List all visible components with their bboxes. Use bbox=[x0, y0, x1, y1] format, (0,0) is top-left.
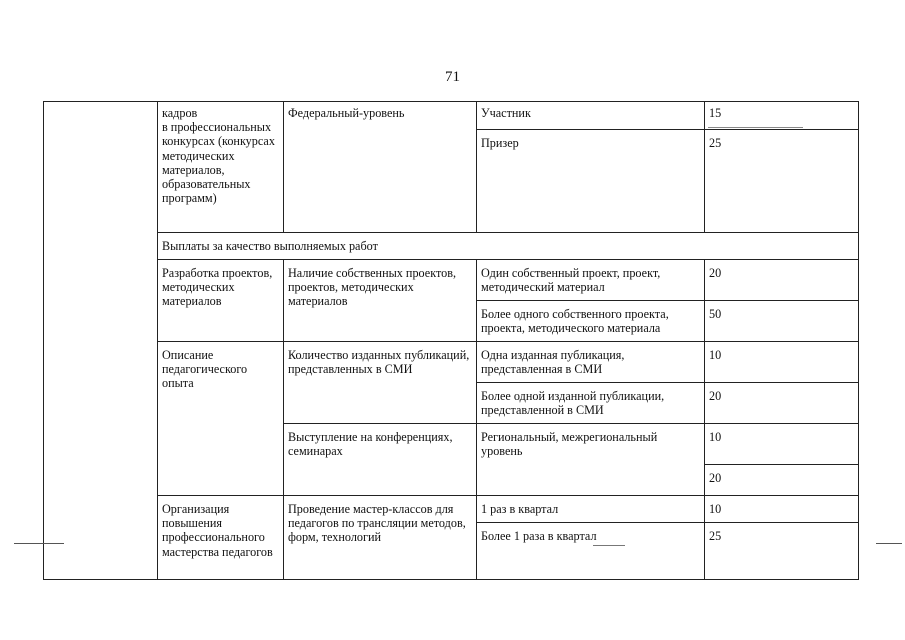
criteria-table bbox=[43, 101, 859, 580]
indicator-cell: Количество изданных публикаций, представленных в СМИ bbox=[284, 342, 477, 424]
points-cell: 20 bbox=[705, 383, 859, 424]
condition-cell: Одна изданная публикация, представленная в СМИ bbox=[477, 342, 705, 383]
points-cell: 10 bbox=[705, 496, 859, 523]
points-cell: 10 bbox=[705, 342, 859, 383]
table-row bbox=[44, 342, 859, 383]
criterion-cell: Разработка проектов, методических материалов bbox=[158, 260, 284, 342]
scan-line-top bbox=[708, 127, 803, 128]
table-row bbox=[44, 102, 859, 130]
indicator-cell: Выступление на конференциях, семинарах bbox=[284, 424, 477, 496]
margin-mark-right bbox=[876, 543, 902, 544]
points-cell: 50 bbox=[705, 301, 859, 342]
section-header-cell: Выплаты за качество выполняемых работ bbox=[158, 233, 859, 260]
points-cell: 25 bbox=[705, 523, 859, 580]
condition-cell: Более одной изданной публикации, представленной в СМИ bbox=[477, 383, 705, 424]
indicator-cell: Федеральный-уровень bbox=[284, 102, 477, 233]
criterion-cell: кадров в профессиональных конкурсах (конкурсах методических материалов, образовательных программ) bbox=[158, 102, 284, 233]
table-row bbox=[44, 260, 859, 301]
margin-mark-left bbox=[14, 543, 64, 544]
condition-cell: Более одного собственного проекта, проекта, методического материала bbox=[477, 301, 705, 342]
condition-cell: Более 1 раза в квартал bbox=[477, 523, 705, 580]
scan-line-inline bbox=[593, 545, 625, 546]
condition-cell: Участник bbox=[477, 102, 705, 130]
points-cell: 20 bbox=[705, 465, 859, 496]
page-number: 71 bbox=[445, 69, 460, 85]
points-cell: 10 bbox=[705, 424, 859, 465]
points-cell: 25 bbox=[705, 130, 859, 233]
points-cell: 20 bbox=[705, 260, 859, 301]
condition-cell: Региональный, межрегиональный уровень bbox=[477, 424, 705, 496]
criterion-cell: Описание педагогического опыта bbox=[158, 342, 284, 496]
condition-cell: Один собственный проект, проект, методический материал bbox=[477, 260, 705, 301]
blank-number-column bbox=[44, 102, 158, 580]
condition-cell: Призер bbox=[477, 130, 705, 233]
points-cell: 15 bbox=[705, 102, 859, 130]
criterion-cell: Организация повышения профессионального мастерства педагогов bbox=[158, 496, 284, 580]
condition-cell: 1 раз в квартал bbox=[477, 496, 705, 523]
indicator-cell: Проведение мастер-классов для педагогов по трансляции методов, форм, технологий bbox=[284, 496, 477, 580]
table-row bbox=[44, 233, 859, 260]
table-row bbox=[44, 496, 859, 523]
indicator-cell: Наличие собственных проектов, проектов, методических материалов bbox=[284, 260, 477, 342]
